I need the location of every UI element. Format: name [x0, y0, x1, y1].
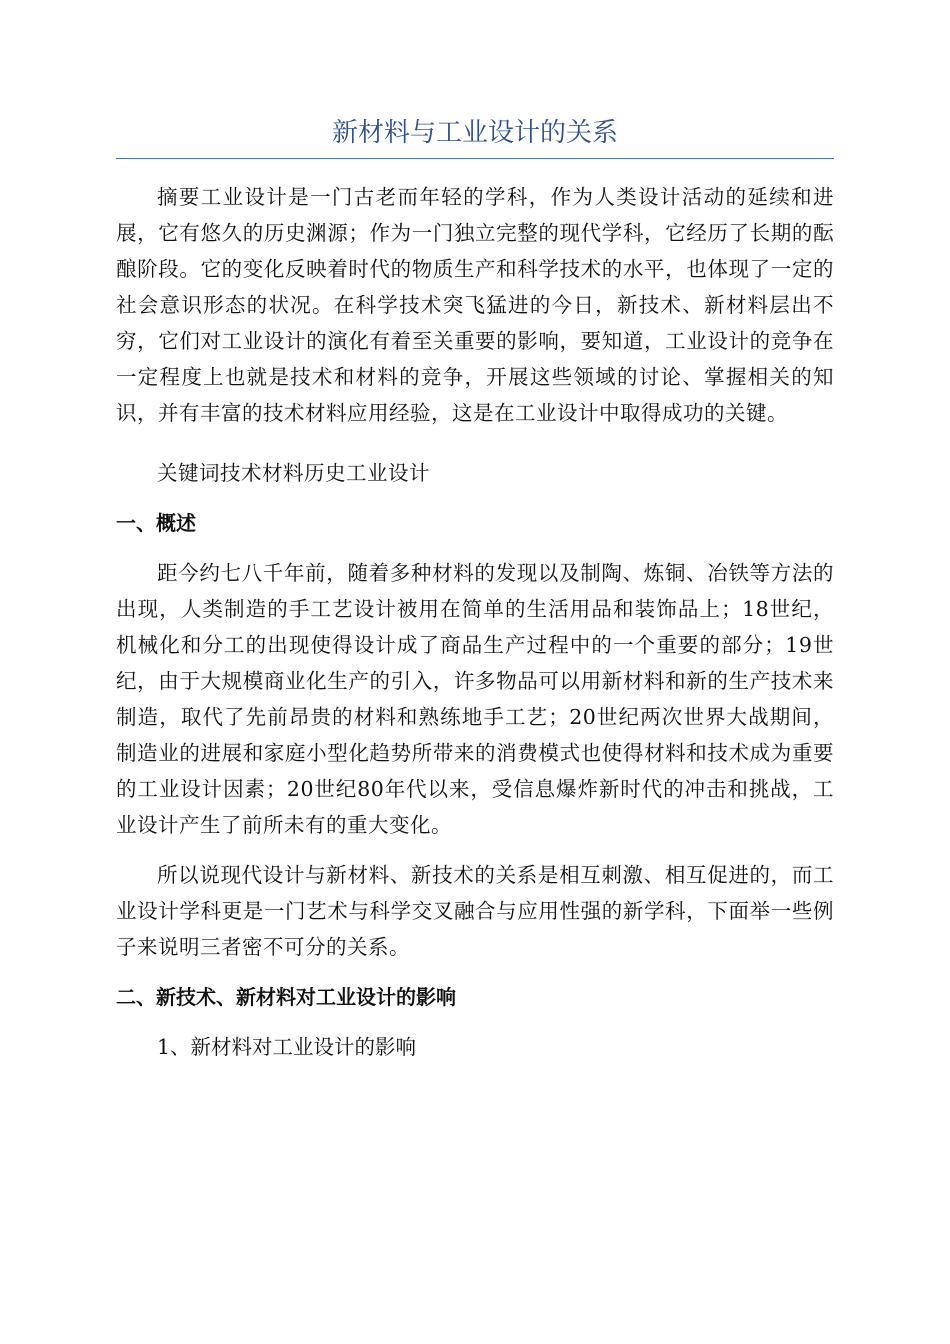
document-title: 新材料与工业设计的关系: [116, 108, 834, 159]
keywords-line: 关键词技术材料历史工业设计: [157, 461, 430, 485]
section-heading-influence: 二、新技术、新材料对工业设计的影响: [116, 985, 456, 1009]
overview-paragraph-2: 所以说现代设计与新材料、新技术的关系是相互刺激、相互促进的，而工业设计学科更是一门艺术与科学交叉融合与应用性强的新学科，下面举一些例子来说明三者密不可分的关系。: [116, 863, 834, 959]
section-heading-overview: 一、概述: [116, 511, 196, 535]
abstract-paragraph: 摘要工业设计是一门古老而年轻的学科，作为人类设计活动的延续和进展，它有悠久的历史渊源；作为一门独立完整的现代学科，它经历了长期的酝酿阶段。它的变化反映着时代的物质生产和科学技术的水平，也体现了一定的社会意识形态的状况。在科学技术突飞猛进的今日，新技术、新材料层出不穷，它们对工业设计的演化有着至关重要的影响，要知道，工业设计的竞争在一定程度上也就是技术和材料的竞争，开展这些领域的讨论、掌握相关的知识，并有丰富的技术材料应用经验，这是在工业设计中取得成功的关键。: [116, 185, 834, 425]
document-page: [116, 108, 834, 1065]
overview-paragraph-1: 距今约七八千年前，随着多种材料的发现以及制陶、炼铜、冶铁等方法的出现，人类制造的手工艺设计被用在简单的生活用品和装饰品上；18世纪，机械化和分工的出现使得设计成了商品生产过程中的一个重要的部分；19世纪，由于大规模商业化生产的引入，许多物品可以用新材料和新的生产技术来制造，取代了先前昂贵的材料和熟练地手工艺；20世纪两次世界大战期间，制造业的进展和家庭小型化趋势所带来的消费模式也使得材料和技术成为重要的工业设计因素；20世纪80年代以来，受信息爆炸新时代的冲击和挑战，工业设计产生了前所未有的重大变化。: [116, 561, 834, 837]
subsection-heading-materials: 1、新材料对工业设计的影响: [157, 1035, 417, 1059]
